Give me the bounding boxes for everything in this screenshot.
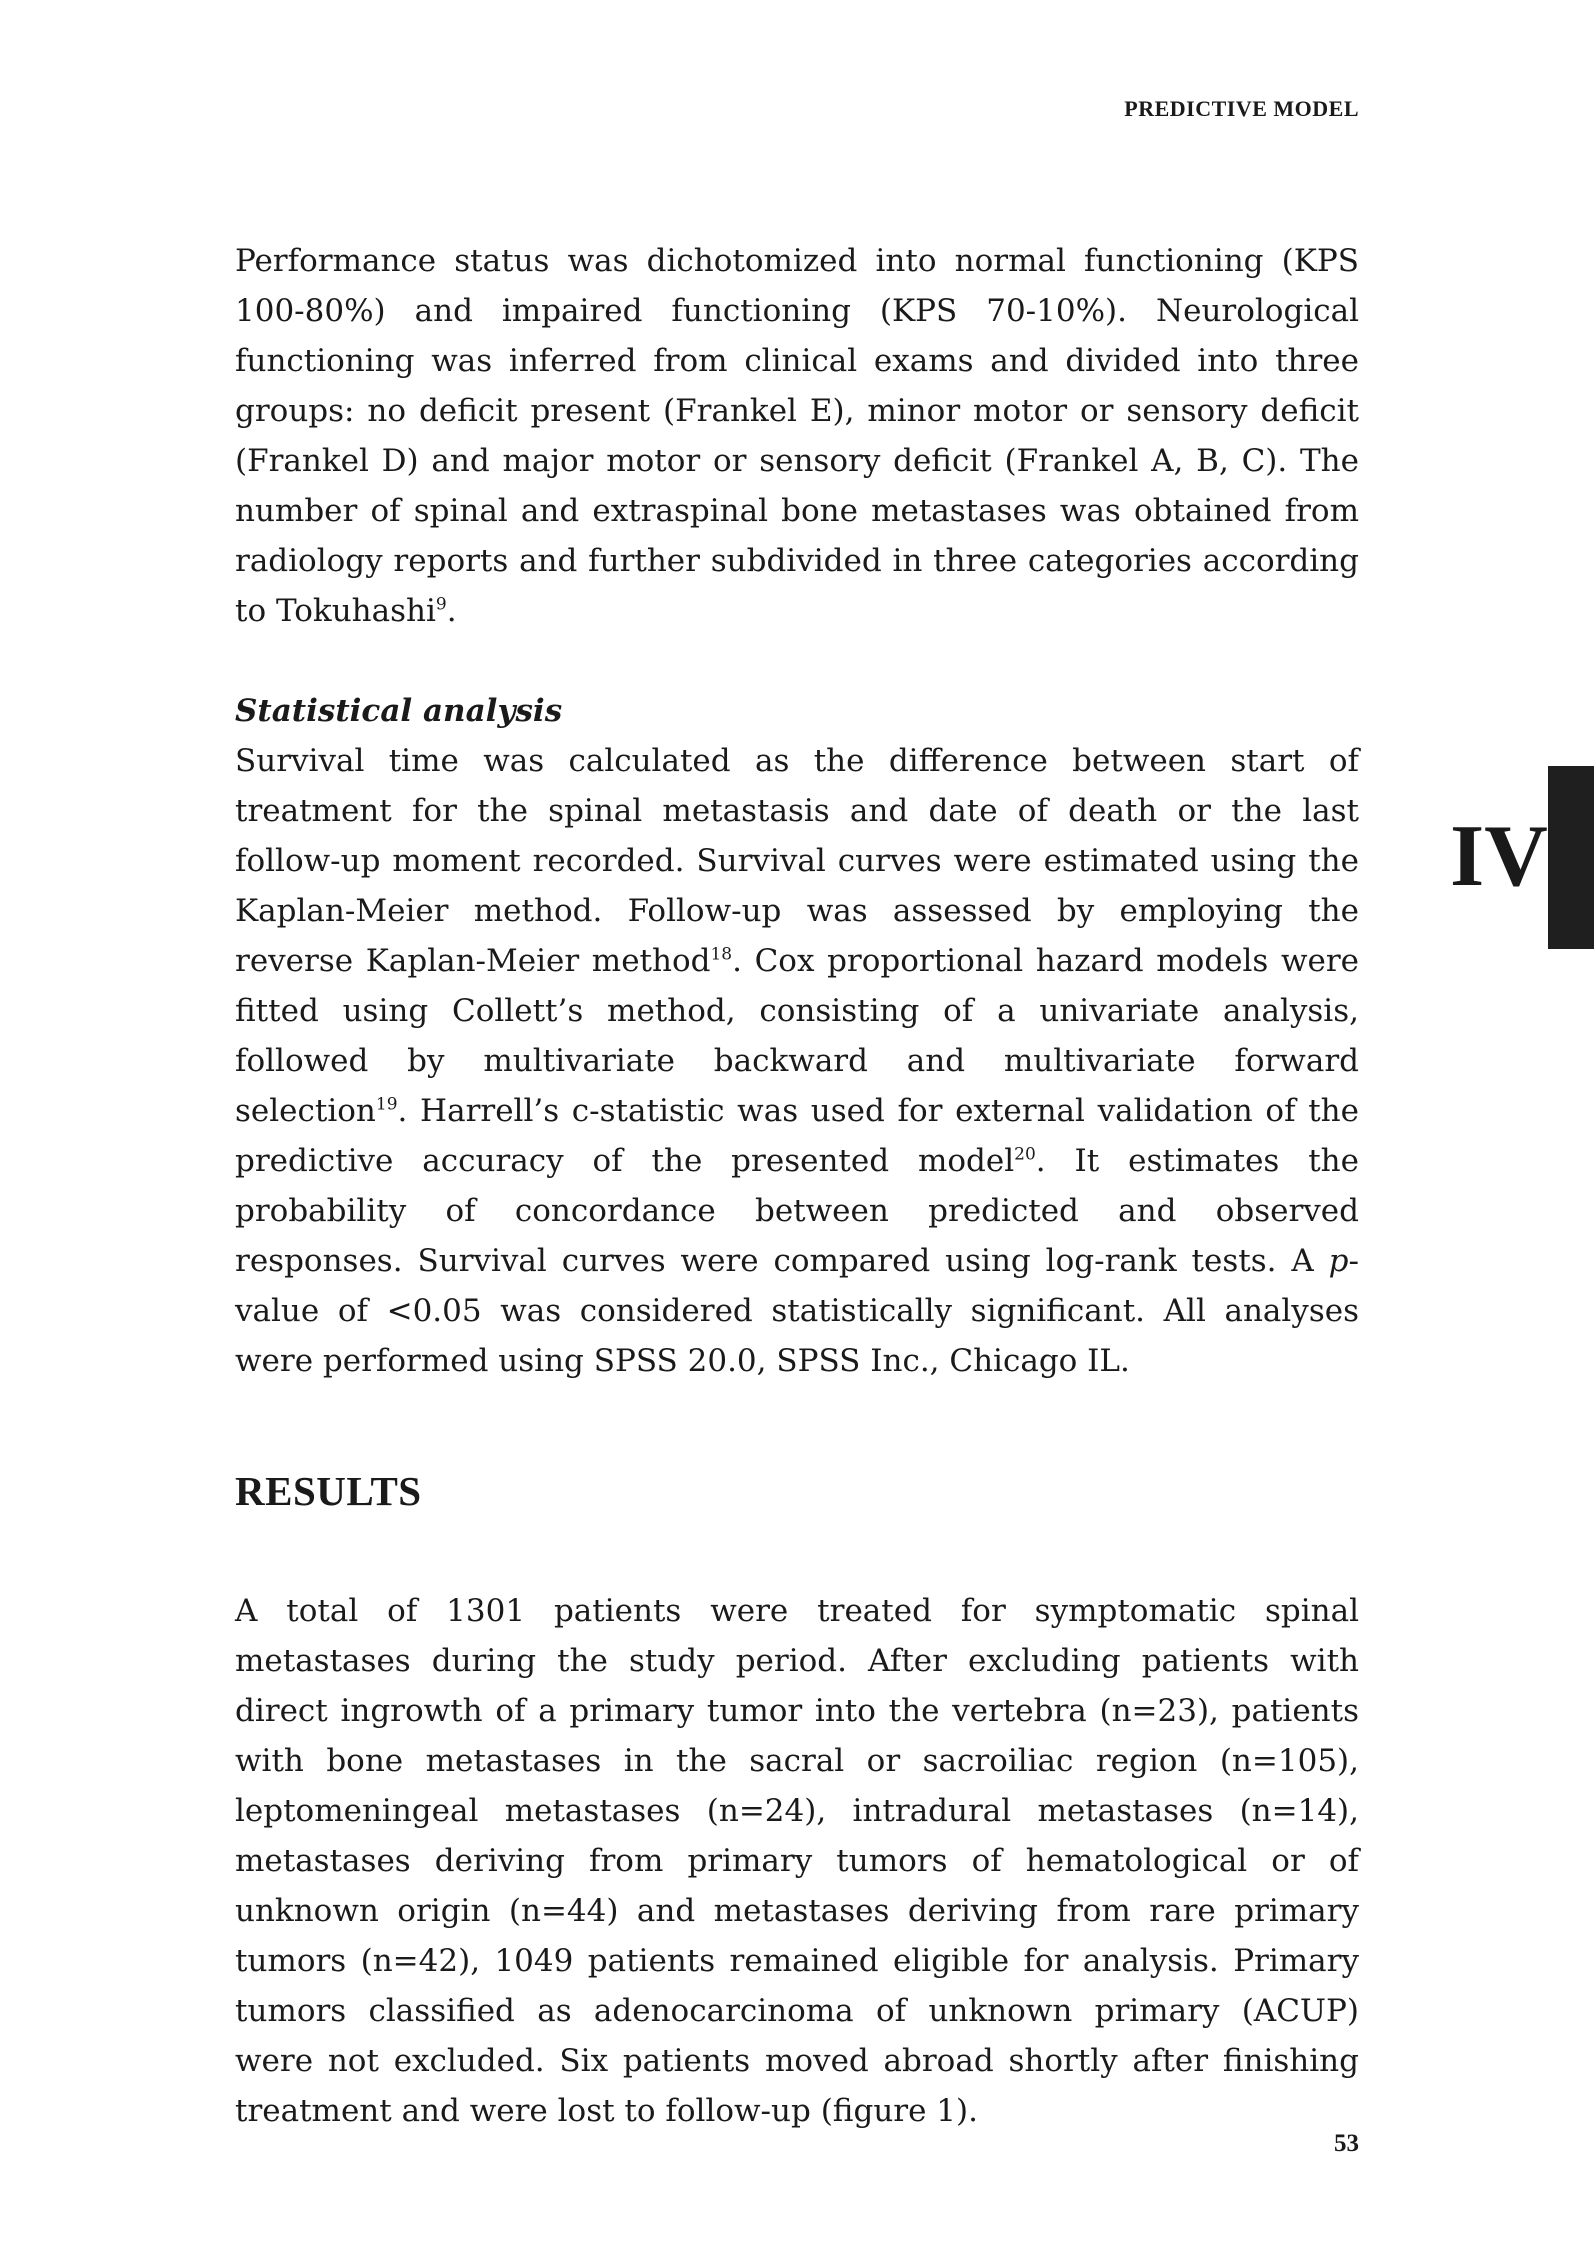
reference-18: 18 bbox=[710, 944, 733, 965]
section-heading-statistical-analysis: Statistical analysis bbox=[235, 693, 563, 729]
running-head: PREDICTIVE MODEL bbox=[1124, 96, 1359, 121]
p-value-italic: p bbox=[1328, 1243, 1349, 1279]
stat-text-1: Survival time was calculated as the difference between start of treatment for the spinal metastasis and date of death or the last follow-up moment recorded. Survival curves were estimated using the Kaplan-Meier method. Follow-up was assessed by employing the reverse Kaplan-Meier method bbox=[235, 743, 1359, 979]
paragraph-statistical-analysis bbox=[235, 736, 1359, 1386]
paragraph-results: A total of 1301 patients were treated for symptomatic spinal metastases during the study period. After excluding patients with direct ingrowth of a primary tumor into the vertebra (n=23), patients with bone metastases in the sacral or sacroiliac region (n=105), leptomeningeal metastases (n=24), intradural metastases (n=14), metastases deriving from primary tumors of hematological or of unknown origin (n=44) and metastases deriving from rare primary tumors (n=42), 1049 patients remained eligible for analysis. Primary tumors classified as adenocarcinoma of unknown primary (ACUP) were not excluded. Six patients moved abroad shortly after finishing treatment and were lost to follow-up (figure 1). bbox=[235, 1593, 1359, 2129]
stat-text-2: . Cox proportional hazard models were fitted using Collett’s method, consisting of a univariate analysis, followed by multivariate backward and multivariate forward selection bbox=[235, 943, 1359, 1129]
stat-text-4: . It estimates the probability of concordance between predicted and observed responses. Survival curves were compared using log-rank tests. A bbox=[235, 1143, 1359, 1279]
page-number: 53 bbox=[1334, 2130, 1359, 2157]
paragraph-performance-status bbox=[235, 236, 1359, 636]
main-content bbox=[235, 236, 1359, 2136]
stat-text-5: -value of <0.05 was considered statistically significant. All analyses were performed using SPSS 20.0, SPSS Inc., Chicago IL. bbox=[235, 1243, 1359, 1379]
reference-19: 19 bbox=[375, 1094, 398, 1115]
chapter-tab-marker bbox=[1548, 766, 1594, 949]
paragraph-end: . bbox=[446, 593, 457, 629]
section-heading-results: RESULTS bbox=[235, 1468, 422, 1514]
paragraph-text: Performance status was dichotomized into normal functioning (KPS 100-80%) and impaired functioning (KPS 70-10%). Neurological functioning was inferred from clinical exams and divided into three groups: no deficit present (Frankel E), minor motor or sensory deficit (Frankel D) and major motor or sensory deficit (Frankel A, B, C). The number of spinal and extraspinal bone metastases was obtained from radiology reports and further subdivided in three categories according to Tokuhashi bbox=[235, 243, 1359, 629]
stat-text-3: . Harrell’s c-statistic was used for external validation of the predictive accuracy of the presented model bbox=[235, 1093, 1359, 1179]
chapter-numeral: IV bbox=[1450, 808, 1548, 905]
reference-20: 20 bbox=[1014, 1144, 1036, 1165]
reference-9: 9 bbox=[435, 594, 447, 615]
